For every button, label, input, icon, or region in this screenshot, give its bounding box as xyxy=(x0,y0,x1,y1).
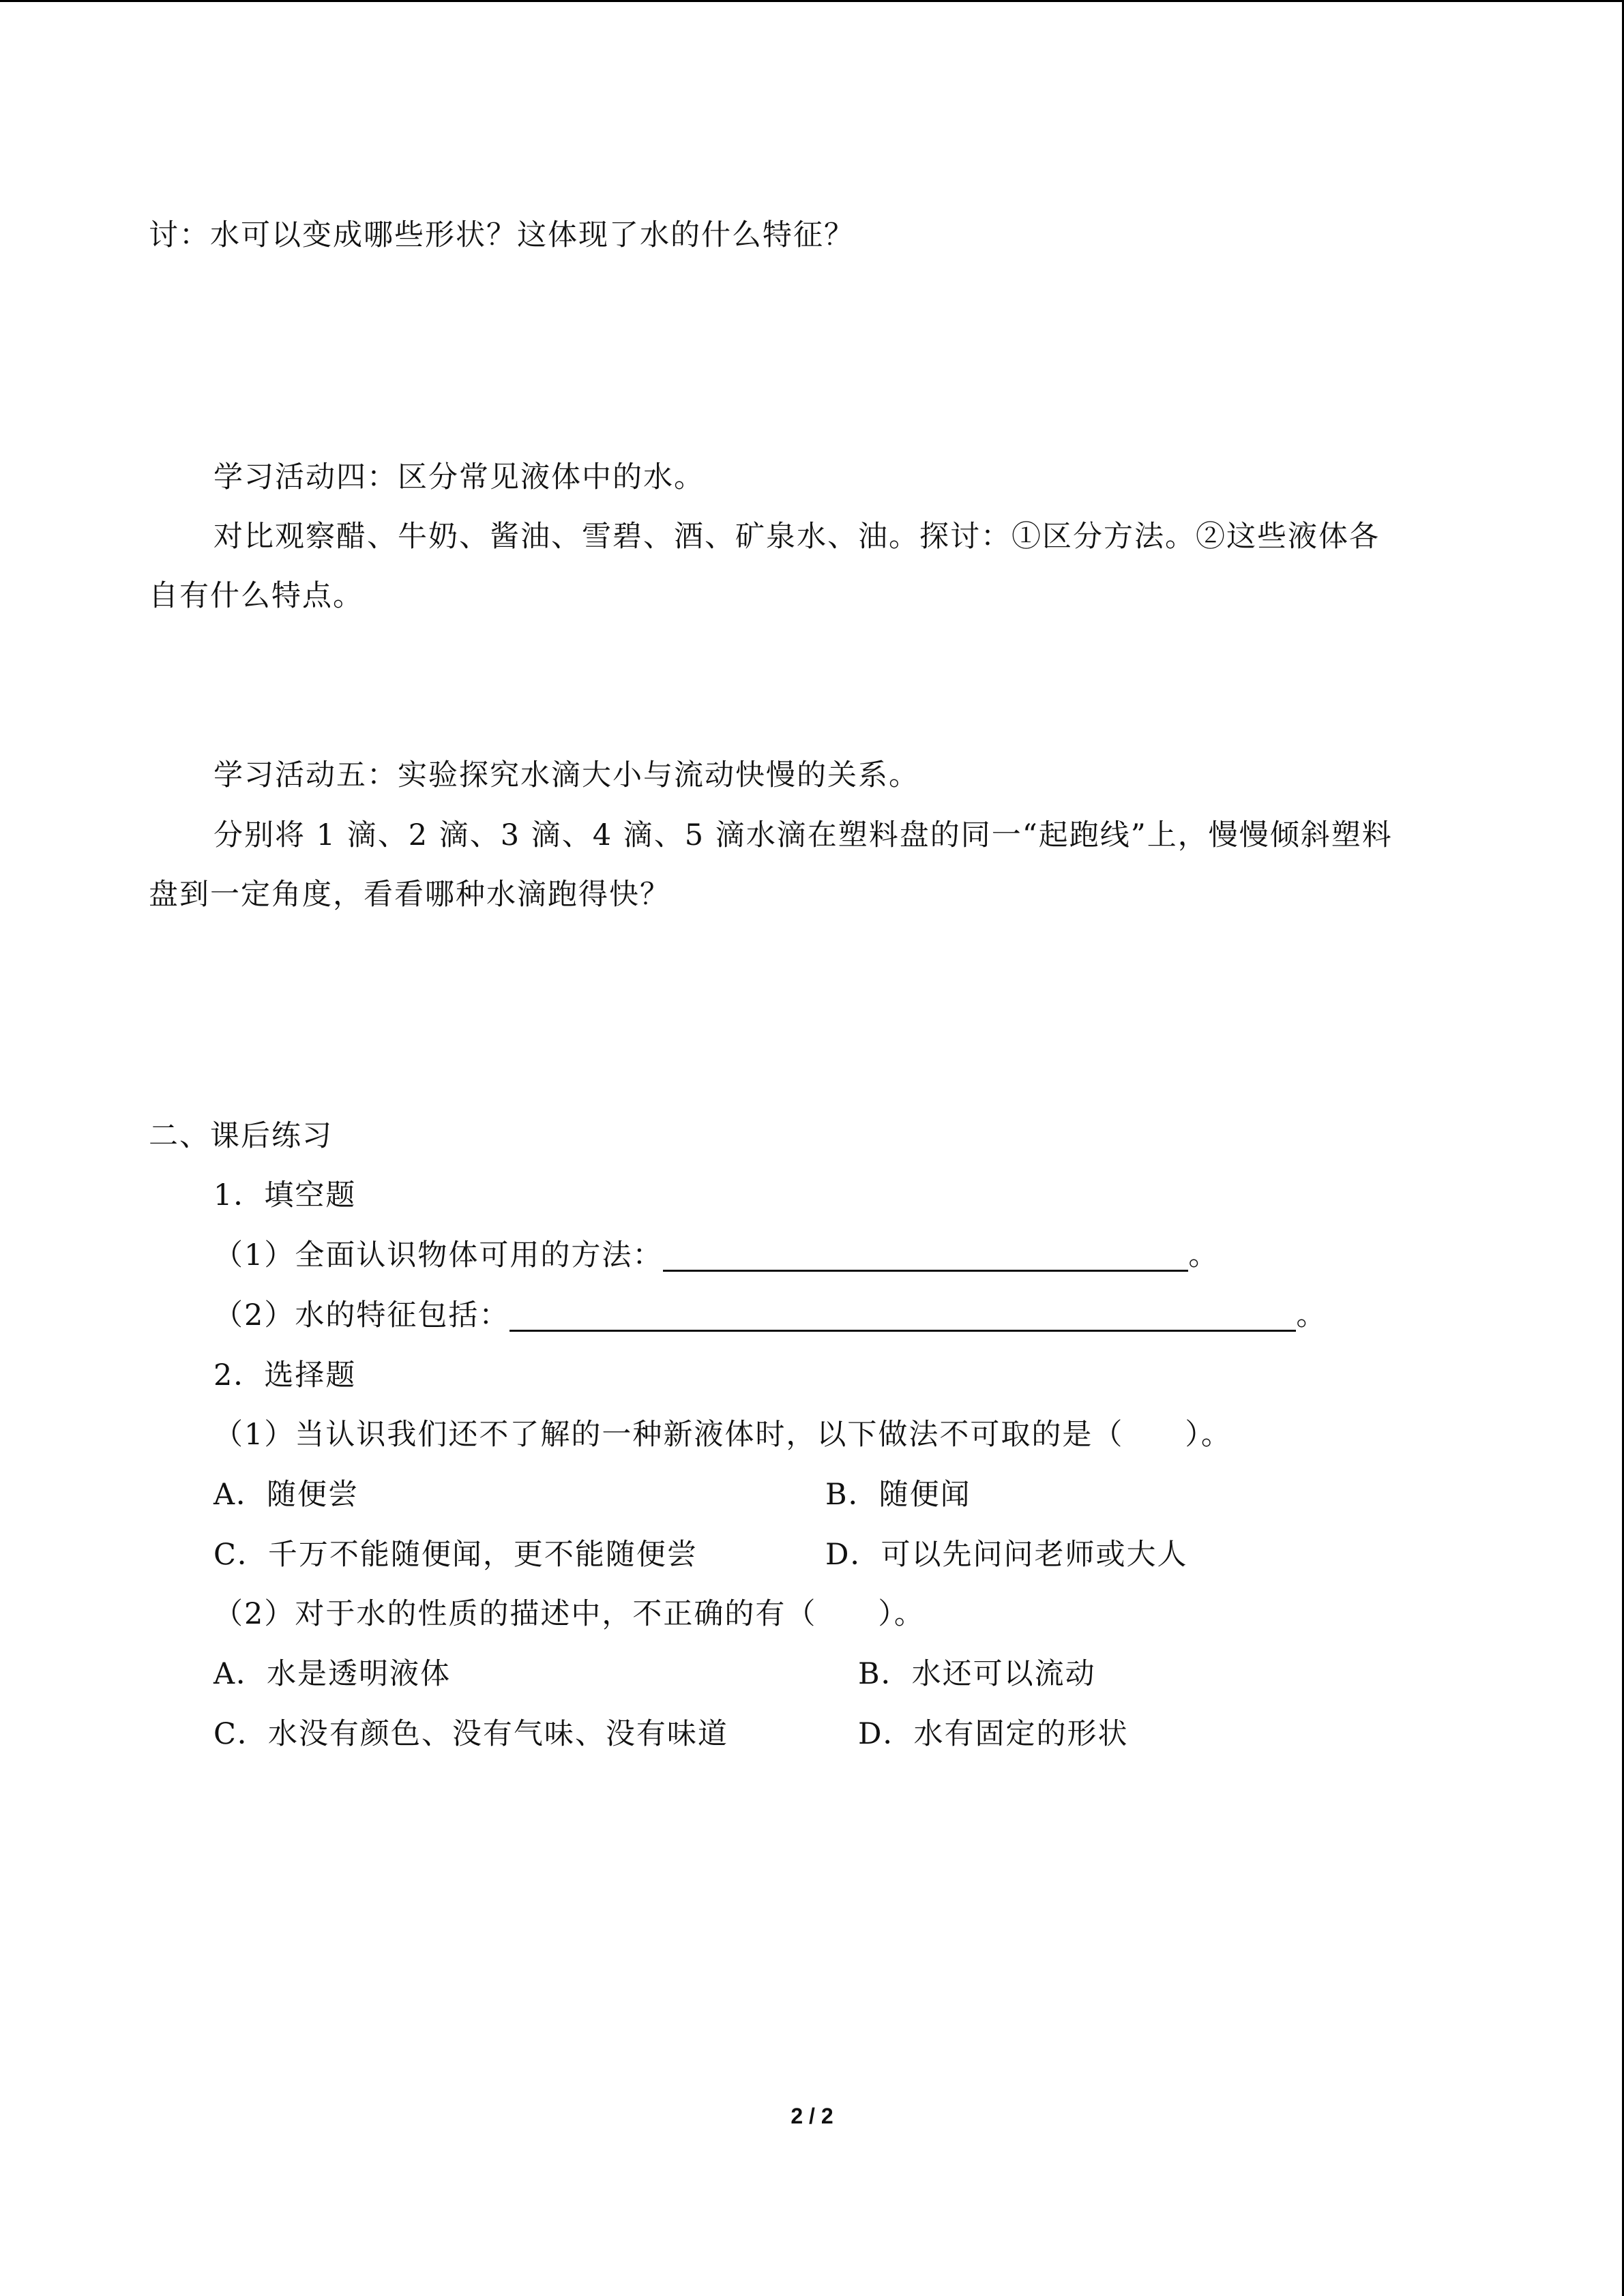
fill-blank-q1-prefix: （1）全面认识物体可用的方法： xyxy=(213,1238,664,1272)
fill-blank-q1-suffix: 。 xyxy=(1188,1238,1220,1272)
choice-q2-option-c[interactable]: C．水没有颜色、没有气味、没有味道 xyxy=(213,1717,728,1751)
choice-q2-option-d[interactable]: D．水有固定的形状 xyxy=(858,1717,1129,1751)
page-number: 2 / 2 xyxy=(791,2104,833,2128)
choice-q1-option-c[interactable]: C．千万不能随便闻，更不能随便尝 xyxy=(213,1538,698,1572)
choice-q1-option-d[interactable]: D．可以先问问老师或大人 xyxy=(825,1538,1188,1572)
choice-q1-option-a[interactable]: A．随便尝 xyxy=(213,1478,359,1512)
fill-blank-q1-answer-line[interactable] xyxy=(663,1242,1188,1272)
fill-blank-q1 xyxy=(213,1238,1220,1272)
choice-q1-stem: （1）当认识我们还不了解的一种新液体时，以下做法不可取的是（ ）。 xyxy=(213,1418,1232,1452)
section2-heading: 二、课后练习 xyxy=(149,1119,333,1153)
activity5-title: 学习活动五：实验探究水滴大小与流动快慢的关系。 xyxy=(213,758,919,792)
choice-q2-option-a[interactable]: A．水是透明液体 xyxy=(213,1657,452,1691)
activity5-text-line2: 盘到一定角度，看看哪种水滴跑得快？ xyxy=(149,878,670,912)
choice-q2-option-b[interactable]: B．水还可以流动 xyxy=(858,1657,1096,1691)
fill-blank-q2-answer-line[interactable] xyxy=(510,1302,1296,1332)
fill-blank-q2 xyxy=(213,1298,1327,1332)
choice-q1-option-b[interactable]: B．随便闻 xyxy=(825,1478,971,1512)
fill-blank-q2-suffix: 。 xyxy=(1296,1298,1327,1332)
activity5-text-line1: 分别将 1 滴、2 滴、3 滴、4 滴、5 滴水滴在塑料盘的同一“起跑线”上，慢慢倾斜塑料 xyxy=(213,818,1393,852)
choice-title: 2．选择题 xyxy=(213,1358,357,1392)
activity4-text-line2: 自有什么特点。 xyxy=(149,579,364,613)
discussion-line: 讨：水可以变成哪些形状？这体现了水的什么特征？ xyxy=(149,218,855,252)
activity4-text-line1: 对比观察醋、牛奶、酱油、雪碧、酒、矿泉水、油。探讨：①区分方法。②这些液体各 xyxy=(213,520,1380,554)
activity4-title: 学习活动四：区分常见液体中的水。 xyxy=(213,460,705,494)
fill-blank-title: 1．填空题 xyxy=(213,1178,357,1212)
choice-q2-stem: （2）对于水的性质的描述中，不正确的有（ ）。 xyxy=(213,1597,925,1631)
fill-blank-q2-prefix: （2）水的特征包括： xyxy=(213,1298,510,1332)
